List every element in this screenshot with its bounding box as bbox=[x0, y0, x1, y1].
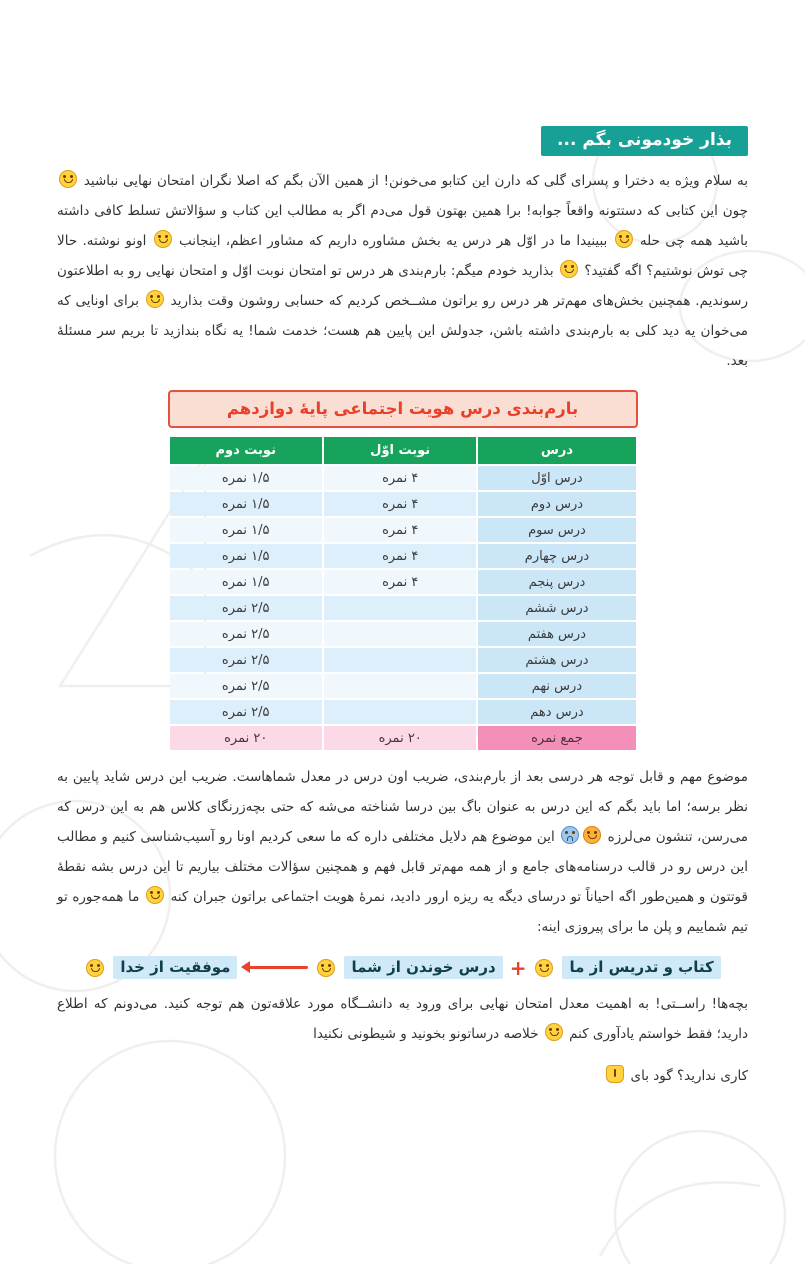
fearful-face-emoji bbox=[561, 826, 579, 844]
winking-face-emoji bbox=[146, 290, 164, 308]
success-formula bbox=[57, 956, 748, 979]
score-cell: ۲/۵ نمره bbox=[170, 622, 322, 646]
star-struck-face-emoji bbox=[86, 959, 104, 977]
screaming-face-emoji bbox=[583, 826, 601, 844]
table-title: بارم‌بندی درس هویت اجتماعی پایهٔ دوازدهم bbox=[168, 390, 638, 428]
lesson-cell: درس اوّل bbox=[478, 466, 635, 490]
table-row bbox=[170, 700, 636, 724]
zany-face-emoji bbox=[59, 170, 77, 188]
score-cell bbox=[324, 674, 476, 698]
sunglasses-face-emoji bbox=[154, 230, 172, 248]
outro-paragraph: بچه‌ها! راســتی! به اهمیت معدل امتحان نهایی برای ورود به دانشــگاه مورد علاقه‌تون هم توجه کنید. می‌دونم که اطلاع دارید؛ فقط خواستم یادآوری کنم خلاصه درساتونو بخونید و شیطونی نکنیدا bbox=[57, 996, 748, 1042]
table-row bbox=[170, 648, 636, 672]
table-row bbox=[170, 544, 636, 568]
table-row bbox=[170, 596, 636, 620]
score-cell: ۱/۵ نمره bbox=[170, 544, 322, 568]
score-cell bbox=[324, 700, 476, 724]
lesson-cell: درس هشتم bbox=[478, 648, 635, 672]
score-cell: ۱/۵ نمره bbox=[170, 570, 322, 594]
table-header-row bbox=[170, 437, 636, 464]
arrow-left-icon bbox=[244, 966, 308, 969]
lesson-cell: درس دوم bbox=[478, 492, 635, 516]
score-cell: ۴ نمره bbox=[324, 518, 476, 542]
intro-paragraph: به سلام ویژه به دخترا و پسرای گلی که دارن این کتابو می‌خونن! از همین الآن بگم که اصلا نگران امتحان نهایی نباشید چون این کتابی که دستتونه واقعاً جوابه! برا همین بهتون قول می‌دم اگر به مطالب این کتاب و سؤالاتش تسلط کافی داشته باشید همه چی حله ببینیدا ما در اوّل هر درس یه بخش مشاوره داریم که مشاور اعظم، اینجانب اونو نوشته. حالا چی توش نوشتیم؟ اگه گفتید؟ بذارید خودم میگم: بارم‌بندی هر درس تو امتحان نوبت اوّل و امتحان نهایی رو به اطلاعتون رسوندیم. همچنین بخش‌های مهم‌تر هر درس رو براتون مشــخص کردیم که حسابی روشون وقت بذارید برای اونایی که می‌خوان یه دید کلی به بارم‌بندی داشته باشن، جدولش این پایین هم هست؛ خدمت شما! یه نگاه بندازید تا بریم سر مسئلهٔ بعد. bbox=[57, 166, 748, 376]
formula-term: موفقیت از خدا bbox=[113, 956, 237, 979]
lesson-cell: جمع نمره bbox=[478, 726, 635, 750]
score-cell: ۱/۵ نمره bbox=[170, 492, 322, 516]
column-header: نوبت دوم bbox=[170, 437, 322, 464]
table-row bbox=[170, 622, 636, 646]
thinking-face-emoji bbox=[560, 260, 578, 278]
score-cell: ۴ نمره bbox=[324, 492, 476, 516]
zany-face-emoji bbox=[535, 959, 553, 977]
score-table-section bbox=[168, 390, 638, 752]
total-row bbox=[170, 726, 636, 750]
column-header: درس bbox=[478, 437, 635, 464]
plus-sign: + bbox=[509, 955, 527, 980]
section-heading: بذار خودمونی بگم ... bbox=[541, 126, 748, 156]
lesson-cell: درس چهارم bbox=[478, 544, 635, 568]
score-cell: ۲۰ نمره bbox=[170, 726, 322, 750]
star-struck-face-emoji bbox=[317, 959, 335, 977]
table-row bbox=[170, 466, 636, 490]
column-header: نوبت اوّل bbox=[324, 437, 476, 464]
page-content bbox=[0, 126, 805, 1091]
formula-term: کتاب و تدریس از ما bbox=[562, 956, 720, 979]
lesson-cell: درس ششم bbox=[478, 596, 635, 620]
after-table-paragraph: موضوع مهم و قابل توجه هر درسی بعد از بارم‌بندی، ضریب اون درس در معدل شماهاست. ضریب این درس شاید پایین به نظر برسه؛ اما باید بگم که این درس به عنوان باگ بین درسا شناخته می‌شه که حتی بچه‌زرنگای کلاس هم به این درس که می‌رسن، تنشون می‌لرزه این موضوع هم دلایل مختلفی داره که ما سعی کردیم اونا رو آسیب‌شناسی کنیم و مطالب این درس رو در قالب درسنامه‌های جامع و از همه مهم‌تر قابل فهم و همچنین سؤالات مختلف بیاریم تا این درس بشه نقطهٔ قوتتون و همین‌طور اگه احیاناً تو درسای دیگه یه ریزه ارور دادید، نمرهٔ هویت اجتماعی براتون جبران کنه ما همه‌جوره تو تیم شماییم و پلن ما برای پیروزی اینه: bbox=[57, 769, 748, 935]
score-cell: ۱/۵ نمره bbox=[170, 518, 322, 542]
section-heading-row bbox=[57, 126, 748, 156]
document-page bbox=[0, 126, 805, 1264]
score-cell: ۲/۵ نمره bbox=[170, 700, 322, 724]
score-cell bbox=[324, 622, 476, 646]
lesson-cell: درس سوم bbox=[478, 518, 635, 542]
table-row bbox=[170, 674, 636, 698]
grinning-face-emoji bbox=[545, 1023, 563, 1041]
score-table bbox=[168, 435, 638, 752]
table-row bbox=[170, 518, 636, 542]
lesson-cell: درس هفتم bbox=[478, 622, 635, 646]
table-row bbox=[170, 570, 636, 594]
score-cell: ۲/۵ نمره bbox=[170, 648, 322, 672]
table-row bbox=[170, 492, 636, 516]
laughing-face-emoji bbox=[615, 230, 633, 248]
lesson-cell: درس نهم bbox=[478, 674, 635, 698]
goodbye-line: کاری ندارید؟ گود بای bbox=[57, 1061, 748, 1091]
waving-hand-emoji bbox=[606, 1065, 624, 1083]
score-cell: ۲/۵ نمره bbox=[170, 674, 322, 698]
score-cell: ۴ نمره bbox=[324, 544, 476, 568]
score-cell: ۲۰ نمره bbox=[324, 726, 476, 750]
score-cell bbox=[324, 596, 476, 620]
formula-term: درس خوندن از شما bbox=[344, 956, 502, 979]
lesson-cell: درس پنجم bbox=[478, 570, 635, 594]
lesson-cell: درس دهم bbox=[478, 700, 635, 724]
score-cell: ۱/۵ نمره bbox=[170, 466, 322, 490]
score-cell bbox=[324, 648, 476, 672]
score-cell: ۴ نمره bbox=[324, 466, 476, 490]
shushing-face-emoji bbox=[146, 886, 164, 904]
score-cell: ۴ نمره bbox=[324, 570, 476, 594]
score-cell: ۲/۵ نمره bbox=[170, 596, 322, 620]
